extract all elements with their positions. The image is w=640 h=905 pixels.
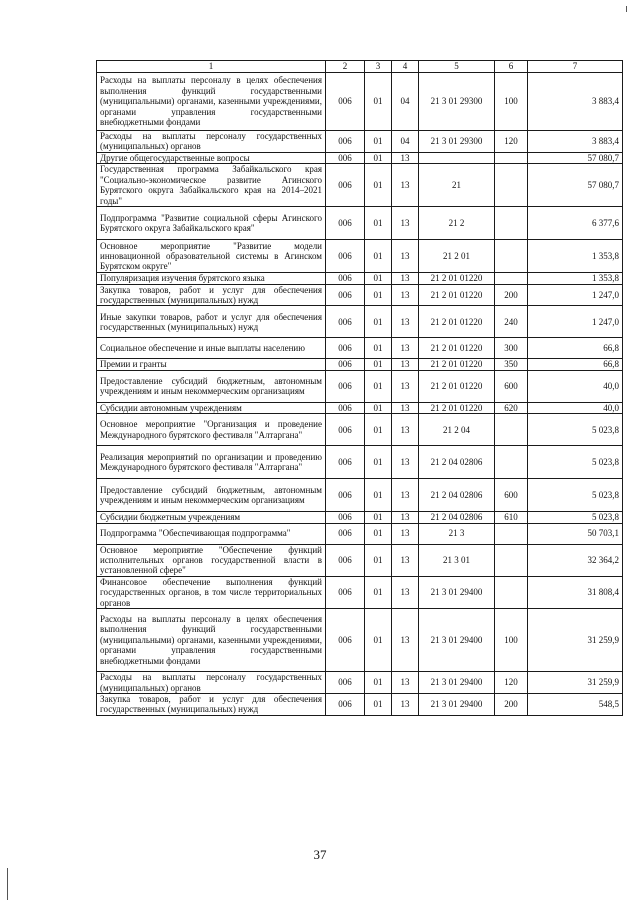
target-article-cell: 21 3 01 29400	[419, 693, 495, 715]
column-header: 7	[528, 61, 623, 73]
target-article-cell: 21 2 01 01220	[419, 359, 495, 370]
section-cell: 01	[365, 131, 392, 153]
table-row	[97, 479, 623, 512]
subsection-cell: 13	[392, 370, 419, 402]
target-article-cell: 21 2 01 01220	[419, 370, 495, 402]
table-row	[97, 240, 623, 273]
table-row	[97, 446, 623, 479]
row-name-cell: Социальное обеспечение и иные выплаты населению	[97, 338, 326, 359]
expense-type-cell	[495, 240, 528, 273]
table-row	[97, 164, 623, 207]
target-article-cell: 21 3 01 29300	[419, 131, 495, 153]
section-cell: 01	[365, 306, 392, 338]
section-cell: 01	[365, 338, 392, 359]
expense-type-cell: 100	[495, 73, 528, 131]
table-row	[97, 402, 623, 413]
subsection-cell: 13	[392, 512, 419, 523]
grbs-cell: 006	[326, 359, 365, 370]
expense-type-cell: 240	[495, 306, 528, 338]
table-row	[97, 370, 623, 402]
row-name-cell: Субсидии бюджетным учреждениям	[97, 512, 326, 523]
subsection-cell: 13	[392, 544, 419, 576]
table-row	[97, 359, 623, 370]
target-article-cell: 21 3	[419, 523, 495, 544]
subsection-cell: 13	[392, 414, 419, 446]
target-article-cell: 21 3 01 29400	[419, 576, 495, 608]
table-row	[97, 338, 623, 359]
row-name-cell: Расходы на выплаты персоналу государственных (муниципальных) органов	[97, 672, 326, 694]
subsection-cell: 13	[392, 609, 419, 672]
amount-cell: 66,8	[528, 338, 623, 359]
table-row	[97, 512, 623, 523]
grbs-cell: 006	[326, 164, 365, 207]
grbs-cell: 006	[326, 544, 365, 576]
row-name-cell: Основное мероприятие "Развитие модели инновационной образовательной системы в Агинском Бурятском округе"	[97, 240, 326, 273]
expense-type-cell: 120	[495, 131, 528, 153]
target-article-cell: 21 3 01 29400	[419, 609, 495, 672]
row-name-cell: Популяризация изучения бурятского языка	[97, 273, 326, 284]
grbs-cell: 006	[326, 672, 365, 694]
subsection-cell: 13	[392, 359, 419, 370]
grbs-cell: 006	[326, 512, 365, 523]
column-header: 6	[495, 61, 528, 73]
amount-cell: 1 247,0	[528, 306, 623, 338]
column-header: 3	[365, 61, 392, 73]
grbs-cell: 006	[326, 523, 365, 544]
expense-type-cell: 620	[495, 402, 528, 413]
expense-type-cell: 200	[495, 284, 528, 306]
table-row	[97, 273, 623, 284]
row-name-cell: Подпрограмма "Развитие социальной сферы Агинского Бурятского округа Забайкальского края"	[97, 207, 326, 240]
amount-cell: 1 353,8	[528, 240, 623, 273]
target-article-cell: 21 2 01	[419, 240, 495, 273]
subsection-cell: 13	[392, 446, 419, 479]
grbs-cell: 006	[326, 240, 365, 273]
target-article-cell: 21 3 01 29300	[419, 73, 495, 131]
row-name-cell: Предоставление субсидий бюджетным, автономным учреждениям и иным некоммерческим организациям	[97, 370, 326, 402]
row-name-cell: Финансовое обеспечение выполнения функций государственных органов, в том числе территориальных органов	[97, 576, 326, 608]
section-cell: 01	[365, 512, 392, 523]
amount-cell: 548,5	[528, 693, 623, 715]
expense-type-cell: 350	[495, 359, 528, 370]
row-name-cell: Расходы на выплаты персоналу государственных (муниципальных) органов	[97, 131, 326, 153]
expense-type-cell: 600	[495, 479, 528, 512]
section-cell: 01	[365, 284, 392, 306]
section-cell: 01	[365, 544, 392, 576]
expense-type-cell	[495, 523, 528, 544]
target-article-cell: 21 2 01 01220	[419, 338, 495, 359]
amount-cell: 1 247,0	[528, 284, 623, 306]
section-cell: 01	[365, 207, 392, 240]
column-header: 4	[392, 61, 419, 73]
grbs-cell: 006	[326, 152, 365, 163]
row-name-cell: Премии и гранты	[97, 359, 326, 370]
section-cell: 01	[365, 164, 392, 207]
column-header: 5	[419, 61, 495, 73]
section-cell: 01	[365, 523, 392, 544]
grbs-cell: 006	[326, 693, 365, 715]
target-article-cell: 21 2 01 01220	[419, 284, 495, 306]
table-row	[97, 523, 623, 544]
grbs-cell: 006	[326, 73, 365, 131]
table-header-row	[97, 61, 623, 73]
table-row	[97, 284, 623, 306]
target-article-cell: 21 2 04 02806	[419, 479, 495, 512]
target-article-cell	[419, 152, 495, 163]
target-article-cell: 21 2 04 02806	[419, 446, 495, 479]
row-name-cell: Другие общегосударственные вопросы	[97, 152, 326, 163]
amount-cell: 31 808,4	[528, 576, 623, 608]
row-name-cell: Основное мероприятие "Организация и проведение Международного бурятского фестиваля "Алтаргана"	[97, 414, 326, 446]
page-number: 37	[313, 847, 327, 862]
amount-cell: 1 353,8	[528, 273, 623, 284]
section-cell: 01	[365, 609, 392, 672]
section-cell: 01	[365, 479, 392, 512]
row-name-cell: Государственная программа Забайкальского края "Социально-экономическое развитие Агинского Бурятского округа Забайкальского края на 2014–2021 годы"	[97, 164, 326, 207]
subsection-cell: 04	[392, 131, 419, 153]
grbs-cell: 006	[326, 609, 365, 672]
grbs-cell: 006	[326, 479, 365, 512]
subsection-cell: 13	[392, 152, 419, 163]
table-row	[97, 693, 623, 715]
expense-type-cell	[495, 576, 528, 608]
expense-type-cell: 300	[495, 338, 528, 359]
grbs-cell: 006	[326, 306, 365, 338]
grbs-cell: 006	[326, 273, 365, 284]
target-article-cell: 21 2	[419, 207, 495, 240]
section-cell: 01	[365, 402, 392, 413]
expense-type-cell	[495, 152, 528, 163]
amount-cell: 31 259,9	[528, 672, 623, 694]
expense-type-cell: 600	[495, 370, 528, 402]
amount-cell: 5 023,8	[528, 512, 623, 523]
subsection-cell: 13	[392, 402, 419, 413]
column-header: 1	[97, 61, 326, 73]
row-name-cell: Подпрограмма "Обеспечивающая подпрограмма"	[97, 523, 326, 544]
section-cell: 01	[365, 73, 392, 131]
scan-mark	[626, 6, 627, 12]
table-row	[97, 576, 623, 608]
subsection-cell: 13	[392, 693, 419, 715]
amount-cell: 32 364,2	[528, 544, 623, 576]
subsection-cell: 13	[392, 240, 419, 273]
section-cell: 01	[365, 576, 392, 608]
amount-cell: 6 377,6	[528, 207, 623, 240]
section-cell: 01	[365, 152, 392, 163]
subsection-cell: 13	[392, 164, 419, 207]
expense-type-cell	[495, 414, 528, 446]
row-name-cell: Закупка товаров, работ и услуг для обеспечения государственных (муниципальных) нужд	[97, 693, 326, 715]
expense-type-cell: 120	[495, 672, 528, 694]
expense-type-cell	[495, 544, 528, 576]
amount-cell: 3 883,4	[528, 73, 623, 131]
table-row	[97, 73, 623, 131]
row-name-cell: Расходы на выплаты персоналу в целях обеспечения выполнения функций государственными (муниципальными) органами, казенными учреждениями, органами управления государственными внебюджетными фондами	[97, 73, 326, 131]
grbs-cell: 006	[326, 131, 365, 153]
amount-cell: 5 023,8	[528, 479, 623, 512]
grbs-cell: 006	[326, 576, 365, 608]
column-header: 2	[326, 61, 365, 73]
table-row	[97, 131, 623, 153]
subsection-cell: 13	[392, 576, 419, 608]
section-cell: 01	[365, 693, 392, 715]
amount-cell: 3 883,4	[528, 131, 623, 153]
budget-table	[96, 60, 623, 716]
section-cell: 01	[365, 240, 392, 273]
table-row	[97, 306, 623, 338]
subsection-cell: 13	[392, 523, 419, 544]
section-cell: 01	[365, 359, 392, 370]
grbs-cell: 006	[326, 446, 365, 479]
grbs-cell: 006	[326, 338, 365, 359]
subsection-cell: 13	[392, 273, 419, 284]
expense-type-cell	[495, 207, 528, 240]
row-name-cell: Субсидии автономным учреждениям	[97, 402, 326, 413]
target-article-cell: 21	[419, 164, 495, 207]
table-row	[97, 544, 623, 576]
subsection-cell: 13	[392, 284, 419, 306]
amount-cell: 57 080,7	[528, 164, 623, 207]
expense-type-cell	[495, 446, 528, 479]
grbs-cell: 006	[326, 414, 365, 446]
section-cell: 01	[365, 414, 392, 446]
target-article-cell: 21 2 01 01220	[419, 402, 495, 413]
subsection-cell: 04	[392, 73, 419, 131]
amount-cell: 40,0	[528, 370, 623, 402]
target-article-cell: 21 3 01	[419, 544, 495, 576]
amount-cell: 57 080,7	[528, 152, 623, 163]
grbs-cell: 006	[326, 402, 365, 413]
section-cell: 01	[365, 273, 392, 284]
row-name-cell: Основное мероприятие "Обеспечение функций исполнительных органов государственной власти в установленной сфере"	[97, 544, 326, 576]
table-row	[97, 672, 623, 694]
expense-type-cell: 610	[495, 512, 528, 523]
row-name-cell: Закупка товаров, работ и услуг для обеспечения государственных (муниципальных) нужд	[97, 284, 326, 306]
subsection-cell: 13	[392, 479, 419, 512]
subsection-cell: 13	[392, 672, 419, 694]
target-article-cell: 21 2 01 01220	[419, 306, 495, 338]
target-article-cell: 21 2 04 02806	[419, 512, 495, 523]
section-cell: 01	[365, 672, 392, 694]
scan-mark	[7, 868, 8, 900]
section-cell: 01	[365, 370, 392, 402]
expense-type-cell: 200	[495, 693, 528, 715]
subsection-cell: 13	[392, 306, 419, 338]
amount-cell: 5 023,8	[528, 446, 623, 479]
amount-cell: 40,0	[528, 402, 623, 413]
table-row	[97, 414, 623, 446]
expense-type-cell	[495, 273, 528, 284]
table-row	[97, 152, 623, 163]
grbs-cell: 006	[326, 370, 365, 402]
amount-cell: 66,8	[528, 359, 623, 370]
row-name-cell: Реализация мероприятий по организации и проведению Международного бурятского фестиваля "Алтаргана"	[97, 446, 326, 479]
subsection-cell: 13	[392, 207, 419, 240]
expense-type-cell: 100	[495, 609, 528, 672]
row-name-cell: Расходы на выплаты персоналу в целях обеспечения выполнения функций государственными (муниципальными) органами, казенными учреждениями, органами управления государственными внебюджетными фондами	[97, 609, 326, 672]
target-article-cell: 21 2 04	[419, 414, 495, 446]
section-cell: 01	[365, 446, 392, 479]
row-name-cell: Предоставление субсидий бюджетным, автономным учреждениям и иным некоммерческим организациям	[97, 479, 326, 512]
amount-cell: 50 703,1	[528, 523, 623, 544]
grbs-cell: 006	[326, 207, 365, 240]
grbs-cell: 006	[326, 284, 365, 306]
table-row	[97, 207, 623, 240]
row-name-cell: Иные закупки товаров, работ и услуг для обеспечения государственных (муниципальных) нужд	[97, 306, 326, 338]
subsection-cell: 13	[392, 338, 419, 359]
expense-type-cell	[495, 164, 528, 207]
table-row	[97, 609, 623, 672]
target-article-cell: 21 2 01 01220	[419, 273, 495, 284]
amount-cell: 31 259,9	[528, 609, 623, 672]
target-article-cell: 21 3 01 29400	[419, 672, 495, 694]
amount-cell: 5 023,8	[528, 414, 623, 446]
